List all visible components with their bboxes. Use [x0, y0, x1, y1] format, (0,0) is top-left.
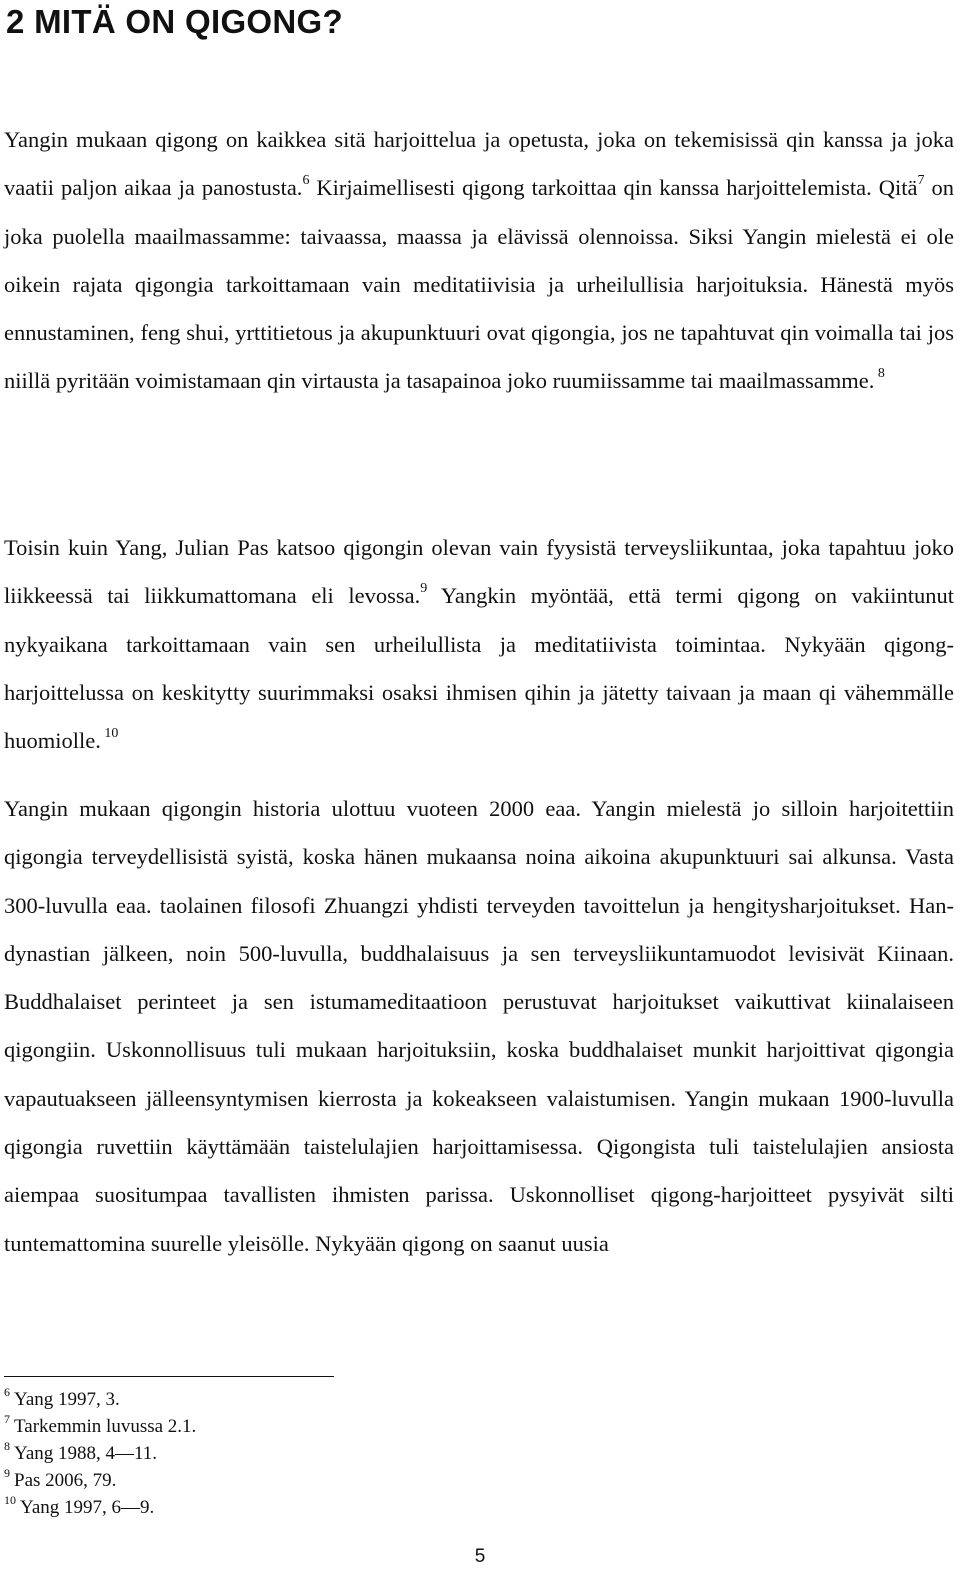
- footnote-text: Tarkemmin luvussa 2.1.: [14, 1416, 197, 1437]
- footnote-ref-7: 7: [917, 172, 925, 188]
- paragraph-text: Kirjaimellisesti qigong tarkoittaa qin kanssa harjoittelemista. Qitä: [309, 175, 918, 201]
- footnote-10: [4, 1494, 604, 1521]
- footnote-divider: [4, 1376, 334, 1377]
- paragraph-text: Yangin mukaan qigongin historia ulottuu vuoteen 2000 eaa. Yangin mielestä jo silloin harjoitettiin qigongia terveydellisistä syistä, koska hänen mukaansa noina aikoina akupunktuuri sai alkunsa. Vasta 300-luvulla eaa. taolainen filosofi Zhuangzi yhdisti terveyden tavoittelun ja hengitysharjoitukset. Han-dynastian jälkeen, noin 500-luvulla, buddhalaisuus ja sen terveysliikuntamuodot levisivät Kiinaan. Buddhalaiset perinteet ja sen istumameditaatioon perustuvat harjoitukset vaikuttivat kiinalaiseen qigongiin. Uskonnollisuus tuli mukaan harjoituksiin, koska buddhalaiset munkit harjoittivat qigongia vapautuakseen jälleensyntymisen kierrosta ja kokeakseen valaistumisen. Yangin mukaan 1900-luvulla qigongia ruvettiin käyttämään taistelulajien harjoittamisessa. Qigongista tuli taistelulajien ansiosta aiempaa suositumpaa tavallisten ihmisten parissa. Uskonnolliset qigong-harjoitteet pysyivät silti tuntemattomina suurelle yleisölle. Nykyään qigong on saanut uusia: [4, 796, 954, 1256]
- footnote-text: Yang 1988, 4―11.: [14, 1443, 158, 1464]
- paragraph-text: on joka puolella maailmassamme: taivaassa, maassa ja elävissä olennoissa. Siksi Yangin mielestä ei ole oikein rajata qigongia tarkoittamaan vain meditatiivisia ja urheilullisia harjoituksia. Hänestä myös ennustaminen, feng shui, yrttitietous ja akupunktuuri ovat qigongia, jos ne tapahtuvat qin voimalla tai jos niillä pyritään voimistamaan qin virtausta ja tasapainoa joko ruumiissamme tai maailmassamme.: [4, 175, 954, 394]
- footnote-ref-10: 10: [100, 725, 119, 741]
- footnote-number: 8: [4, 1438, 10, 1453]
- footnote-number: 6: [4, 1384, 10, 1399]
- footnote-number: 7: [4, 1411, 10, 1426]
- footnote-6: [4, 1386, 604, 1413]
- paragraph-text: Toisin kuin Yang, Julian Pas katsoo qigongin olevan vain fyysistä terveysliikuntaa, joka tapahtuu joko liikkeessä tai liikkumattomana eli levossa.: [4, 535, 954, 609]
- chapter-heading: 2 MITÄ ON QIGONG?: [6, 3, 343, 40]
- footnote-ref-9: 9: [420, 580, 428, 596]
- footnote-8: [4, 1440, 604, 1467]
- footnote-ref-6: 6: [302, 172, 310, 188]
- paragraph-text: Yangin mukaan qigong on kaikkea sitä harjoittelua ja opetusta, joka on tekemisissä qin kanssa ja joka vaatii paljon aikaa ja panostusta.: [4, 127, 954, 201]
- footnote-ref-8: 8: [874, 365, 885, 381]
- footnote-number: 10: [4, 1492, 16, 1507]
- paragraph-1: [4, 116, 954, 406]
- footnote-7: [4, 1413, 604, 1440]
- paragraph-text: Yangkin myöntää, että termi qigong on vakiintunut nykyaikana tarkoittamaan vain sen urheilullista ja meditatiivista toimintaa. Nykyään qigong-harjoittelussa on keskitytty suurimmaksi osaksi ihmisen qihin ja jätetty taivaan ja maan qi vähemmälle huomiolle.: [4, 583, 954, 754]
- footnote-text: Yang 1997, 3.: [14, 1389, 120, 1410]
- footnote-number: 9: [4, 1465, 10, 1480]
- paragraph-3: [4, 785, 954, 1268]
- page-number: 5: [474, 1546, 486, 1567]
- footnote-text: Yang 1997, 6―9.: [20, 1497, 155, 1518]
- footnotes: [4, 1386, 604, 1521]
- footnote-text: Pas 2006, 79.: [14, 1470, 117, 1491]
- paragraph-2: [4, 524, 954, 765]
- footnote-9: [4, 1467, 604, 1494]
